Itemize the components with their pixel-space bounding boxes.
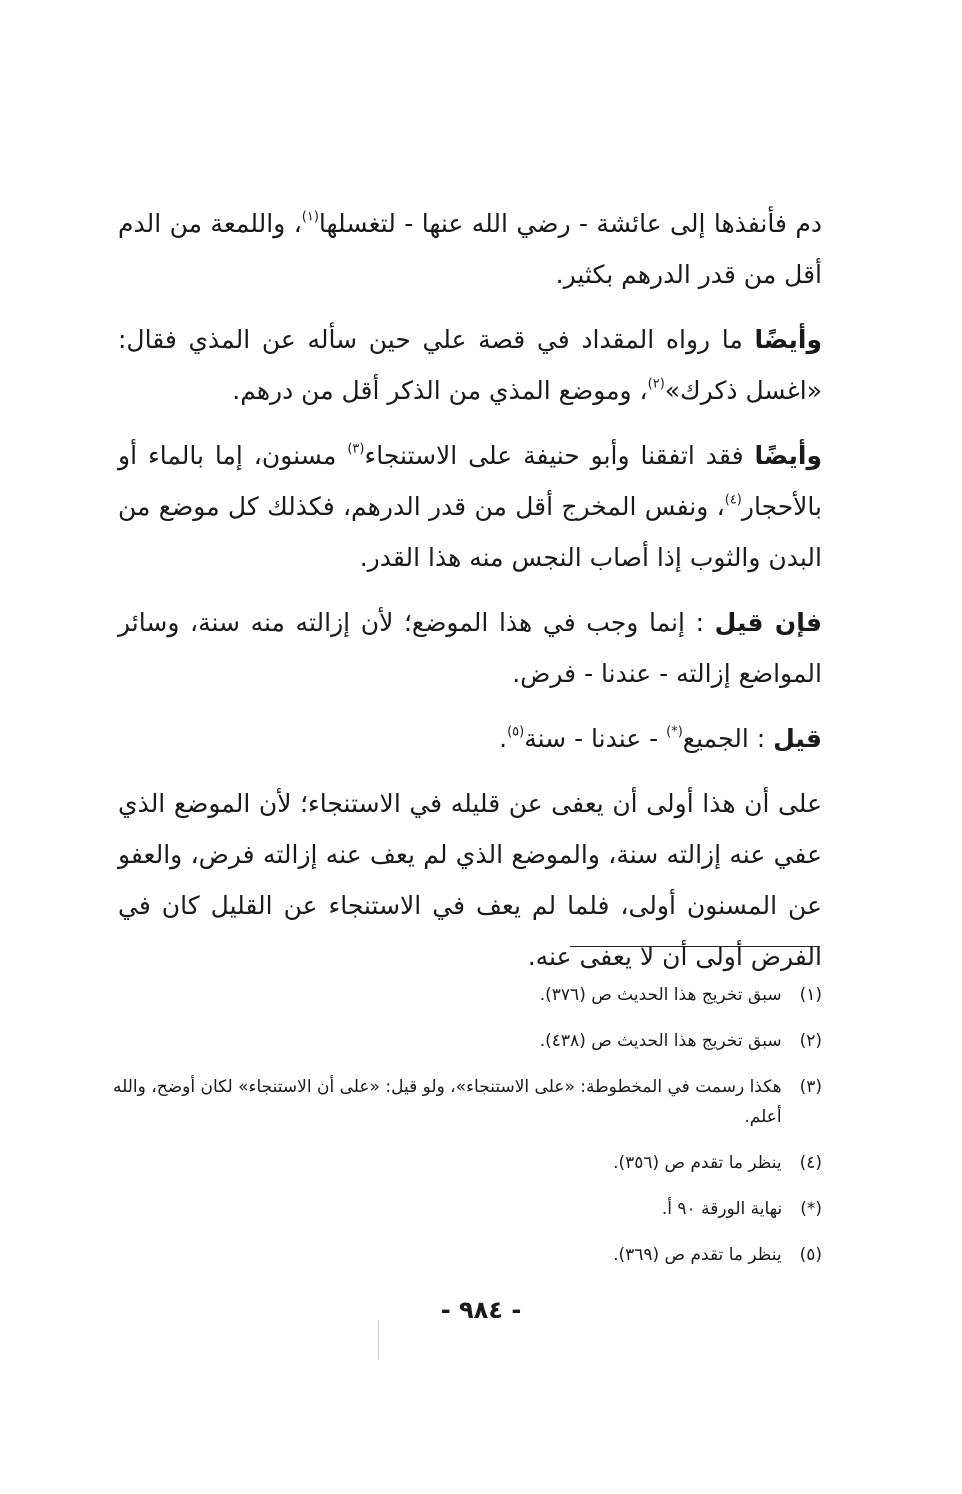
footnote-ref: (٥)	[507, 724, 525, 740]
footnote-4	[112, 1148, 822, 1178]
footnote-text: نهاية الورقة ٩٠ أ.	[661, 1199, 783, 1219]
paragraph-text: : إنما وجب في هذا الموضع؛ لأن إزالته منه سنة، وسائر المواضع إزالته - عندنا - فرض.	[118, 608, 822, 688]
lead-word: قيل	[773, 724, 822, 753]
paragraph-text: ما رواه المقداد في قصة علي حين سأله عن المذي فقال: «اغسل ذكرك»	[118, 325, 822, 405]
lead-word: وأيضًا	[754, 441, 822, 470]
footnote-5	[112, 1240, 822, 1270]
footnote-separator	[570, 946, 820, 947]
paragraph-text: - عندنا - سنة	[524, 724, 667, 753]
footnote-text: ينظر ما تقدم ص (٣٥٦).	[613, 1153, 782, 1173]
paragraph-text: ، واللمعة من الدم أقل من قدر الدرهم بكثير.	[118, 209, 822, 289]
footnote-number: (٤)	[799, 1153, 822, 1173]
footnote-number: (٥)	[799, 1245, 822, 1265]
scan-artifact	[378, 1320, 379, 1360]
paragraph-text: ، وموضع المذي من الذكر أقل من درهم.	[232, 376, 648, 405]
footnote-ref: (٢)	[647, 376, 665, 392]
lead-word: فإن قيل	[714, 608, 822, 637]
paragraph-text: دم فأنفذها إلى عائشة - رضي الله عنها - لتغسلها	[318, 209, 822, 238]
paragraph-text: ، ونفس المخرج أقل من قدر الدرهم، فكذلك كل موضع من البدن والثوب إذا أصاب النجس منه هذا القدر.	[118, 492, 822, 572]
footnote-star	[112, 1194, 822, 1224]
paragraph-3	[118, 430, 822, 583]
footnote-ref: (٤)	[724, 492, 742, 508]
lead-word: وأيضًا	[754, 325, 822, 354]
footnotes	[112, 980, 822, 1286]
footnote-number: (*)	[800, 1199, 822, 1219]
main-text	[118, 198, 822, 996]
paragraph-text: : الجميع	[682, 724, 774, 753]
paragraph-6	[118, 778, 822, 982]
footnote-number: (٣)	[799, 1077, 822, 1097]
paragraph-text: مسنون، إما بالماء أو بالأحجار	[118, 441, 822, 521]
footnote-text: هكذا رسمت في المخطوطة: «على الاستنجاء»، ولو قيل: «على أن الاستنجاء» لكان أوضح، والله أعلم.	[112, 1077, 782, 1127]
footnote-3	[112, 1072, 822, 1132]
paragraph-text: .	[499, 724, 508, 753]
footnote-ref: (١)	[301, 209, 319, 225]
page-number: - ٩٨٤ -	[440, 1296, 522, 1324]
paragraph-5	[118, 713, 822, 764]
paragraph-4	[118, 597, 822, 699]
paragraph-text: على أن هذا أولى أن يعفى عن قليله في الاستنجاء؛ لأن الموضع الذي عفي عنه إزالته سنة، والموضع الذي لم يعف عنه إزالته فرض، والعفو عن المسنون أولى، فلما لم يعف في الاستنجاء عن القليل كان في الفرض أولى أن لا يعفى عنه.	[118, 789, 822, 971]
paragraph-1	[118, 198, 822, 300]
footnote-text: سبق تخريج هذا الحديث ص (٣٧٦).	[539, 985, 782, 1005]
footnote-ref: (*)	[666, 724, 683, 740]
footnote-number: (١)	[799, 985, 822, 1005]
paragraph-text: فقد اتفقنا وأبو حنيفة على الاستنجاء	[364, 441, 755, 470]
paragraph-2	[118, 314, 822, 416]
footnote-number: (٢)	[799, 1031, 822, 1051]
footnote-ref: (٣)	[347, 441, 365, 457]
footnote-text: ينظر ما تقدم ص (٣٦٩).	[613, 1245, 782, 1265]
footnote-1	[112, 980, 822, 1010]
footnote-2	[112, 1026, 822, 1056]
footnote-text: سبق تخريج هذا الحديث ص (٤٣٨).	[539, 1031, 782, 1051]
